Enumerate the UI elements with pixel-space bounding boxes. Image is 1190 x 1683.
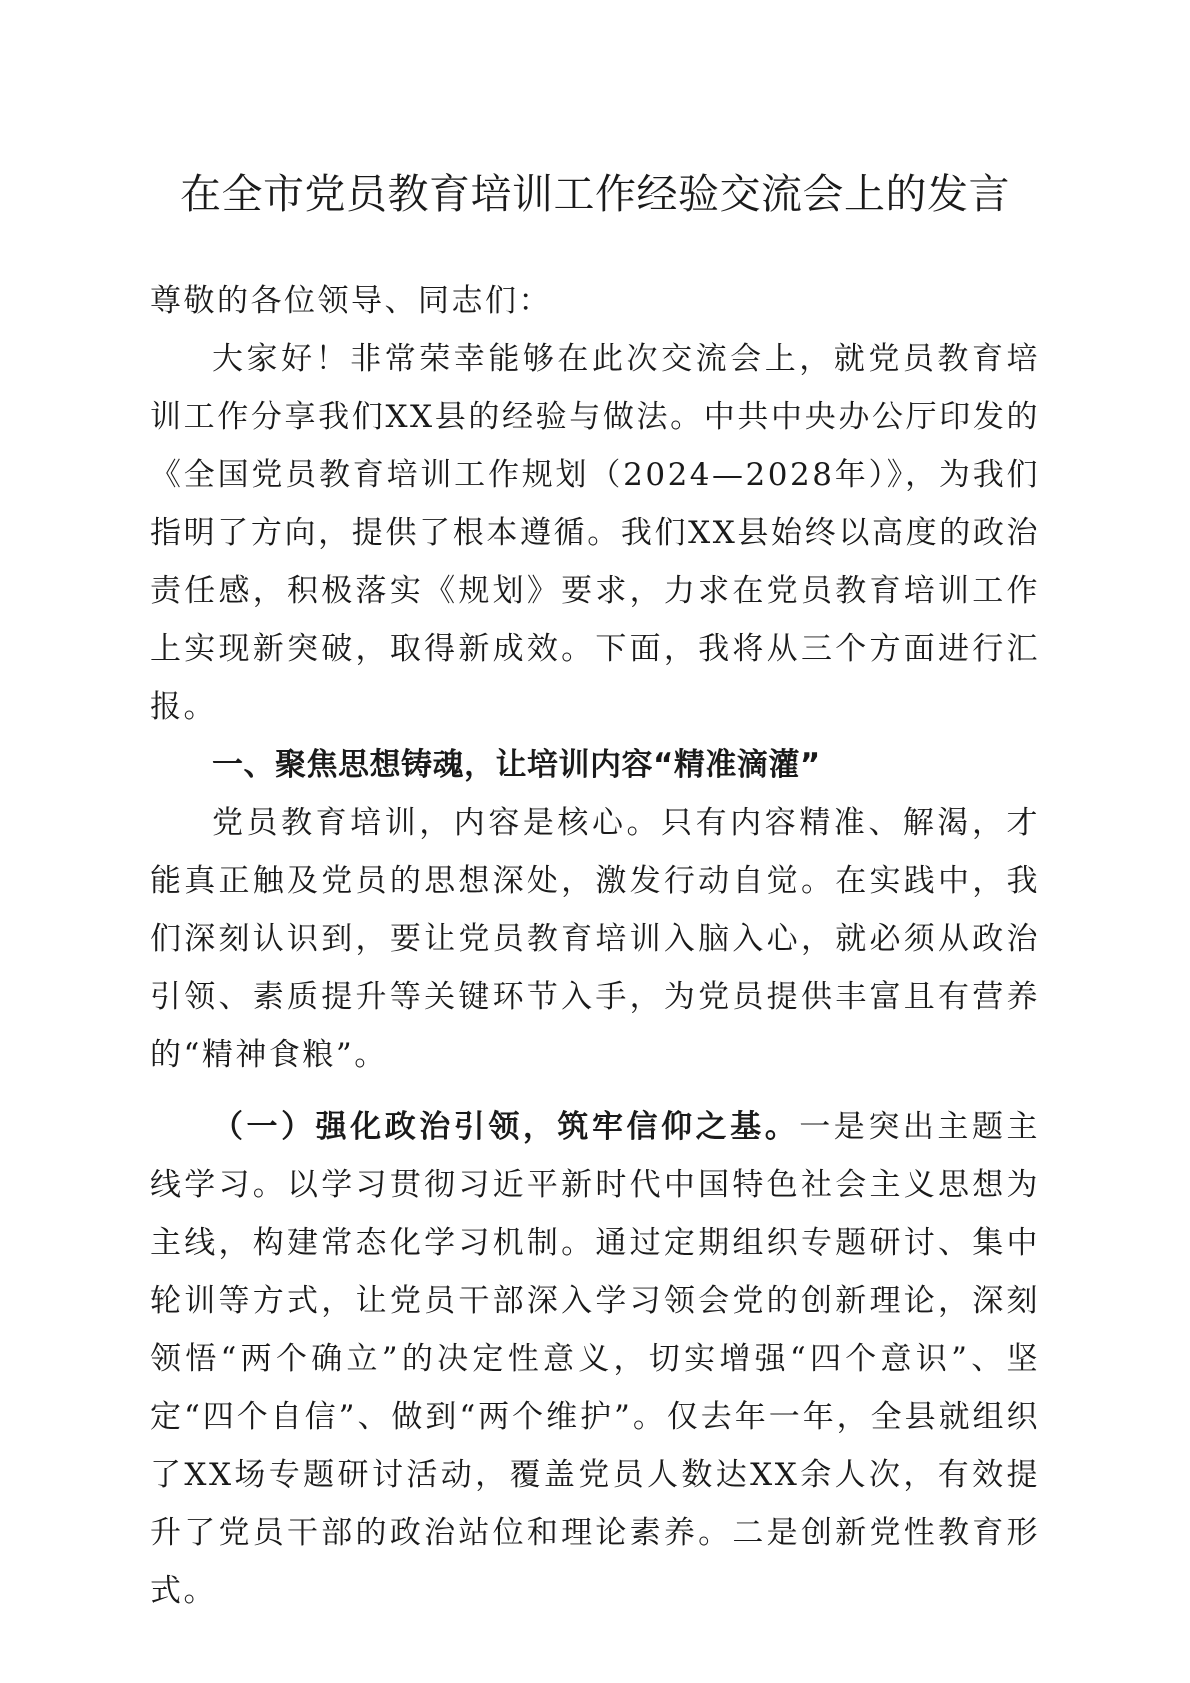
subsection-1-paragraph (150, 1098, 1040, 1620)
section-1-paragraph: 党员教育培训，内容是核心。只有内容精准、解渴，才能真正触及党员的思想深处，激发行动自觉。在实践中，我们深刻认识到，要让党员教育培训入脑入心，就必须从政治引领、素质提升等关键环节入手，为党员提供丰富且有营养的“精神食粮”。 (150, 805, 1040, 1073)
document-title: 在全市党员教育培训工作经验交流会上的发言 (180, 170, 1010, 218)
intro-paragraph: 大家好！非常荣幸能够在此次交流会上，就党员教育培训工作分享我们XX县的经验与做法。中共中央办公厅印发的《全国党员教育培训工作规划（2024—2028年）》，为我们指明了方向，提供了根本遵循。我们XX县始终以高度的政治责任感，积极落实《规划》要求，力求在党员教育培训工作上实现新突破，取得新成效。下面，我将从三个方面进行汇报。 (150, 341, 1040, 725)
salutation: 尊敬的各位领导、同志们： (150, 283, 552, 319)
subsection-1-body: 一是突出主题主线学习。以学习贯彻习近平新时代中国特色社会主义思想为主线，构建常态化学习机制。通过定期组织专题研讨、集中轮训等方式，让党员干部深入学习领会党的创新理论，深刻领悟“两个确立”的决定性意义，切实增强“四个意识”、坚定“四个自信”、做到“两个维护”。仅去年一年，全县就组织了XX场专题研讨活动，覆盖党员人数达XX余人次，有效提升了党员干部的政治站位和理论素养。二是创新党性教育形式。 (150, 1109, 1041, 1609)
section-heading-1: 一、聚焦思想铸魂，让培训内容“精准滴灌” (212, 747, 821, 783)
document-body (150, 272, 1040, 1620)
subsection-1-lead: （一）强化政治引领，筑牢信仰之基。 (212, 1109, 800, 1145)
